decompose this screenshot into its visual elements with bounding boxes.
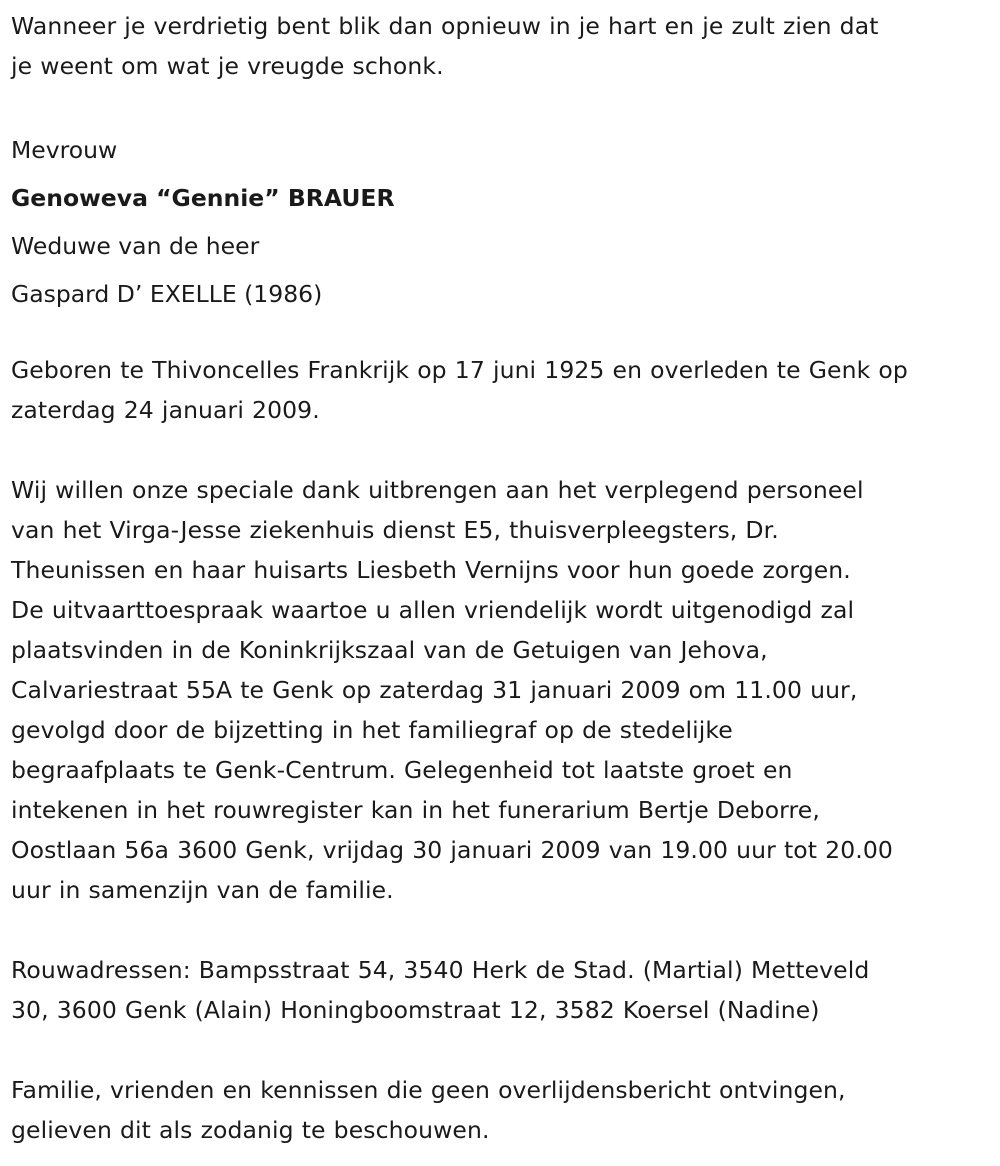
birth-death-line: zaterdag 24 januari 2009. xyxy=(11,396,320,424)
birth-death-line: Geboren te Thivoncelles Frankrijk op 17 juni 1925 en overleden te Genk op xyxy=(11,356,908,384)
thanks-line: van het Virga-Jesse ziekenhuis dienst E5, thuisverpleegsters, Dr. xyxy=(11,516,779,544)
thanks-line: Wij willen onze speciale dank uitbrengen aan het verplegend personeel xyxy=(11,476,864,504)
closing-line: Familie, vrienden en kennissen die geen overlijdensbericht ontvingen, xyxy=(11,1076,846,1104)
obituary-document xyxy=(11,0,996,1150)
widow-of-label: Weduwe van de heer xyxy=(11,232,260,260)
deceased-name: Genoweva “Gennie” BRAUER xyxy=(11,184,395,212)
salutation: Mevrouw xyxy=(11,136,118,164)
thanks-line: intekenen in het rouwregister kan in het funerarium Bertje Deborre, xyxy=(11,796,820,824)
addresses-paragraph xyxy=(11,950,996,1030)
thanks-line: uur in samenzijn van de familie. xyxy=(11,876,394,904)
addresses-line: Rouwadressen: Bampsstraat 54, 3540 Herk de Stad. (Martial) Metteveld xyxy=(11,956,870,984)
thanks-line: De uitvaarttoespraak waartoe u allen vriendelijk wordt uitgenodigd zal xyxy=(11,596,855,624)
thanks-line: Oostlaan 56a 3600 Genk, vrijdag 30 januari 2009 van 19.00 uur tot 20.00 xyxy=(11,836,893,864)
thanks-paragraph xyxy=(11,470,996,910)
addresses-line: 30, 3600 Genk (Alain) Honingboomstraat 12, 3582 Koersel (Nadine) xyxy=(11,996,820,1024)
verse-paragraph xyxy=(11,6,996,86)
spouse-name: Gaspard D’ EXELLE (1986) xyxy=(11,280,323,308)
thanks-line: gevolgd door de bijzetting in het familiegraf op de stedelijke xyxy=(11,716,733,744)
thanks-line: begraafplaats te Genk-Centrum. Gelegenheid tot laatste groet en xyxy=(11,756,793,784)
thanks-line: Calvariestraat 55A te Genk op zaterdag 31 januari 2009 om 11.00 uur, xyxy=(11,676,858,704)
verse-line: je weent om wat je vreugde schonk. xyxy=(11,52,444,80)
thanks-line: Theunissen en haar huisarts Liesbeth Vernijns voor hun goede zorgen. xyxy=(11,556,851,584)
birth-death-paragraph xyxy=(11,350,996,430)
thanks-line: plaatsvinden in de Koninkrijkszaal van de Getuigen van Jehova, xyxy=(11,636,768,664)
verse-line: Wanneer je verdrietig bent blik dan opnieuw in je hart en je zult zien dat xyxy=(11,12,879,40)
closing-paragraph xyxy=(11,1070,996,1150)
closing-line: gelieven dit als zodanig te beschouwen. xyxy=(11,1116,490,1144)
